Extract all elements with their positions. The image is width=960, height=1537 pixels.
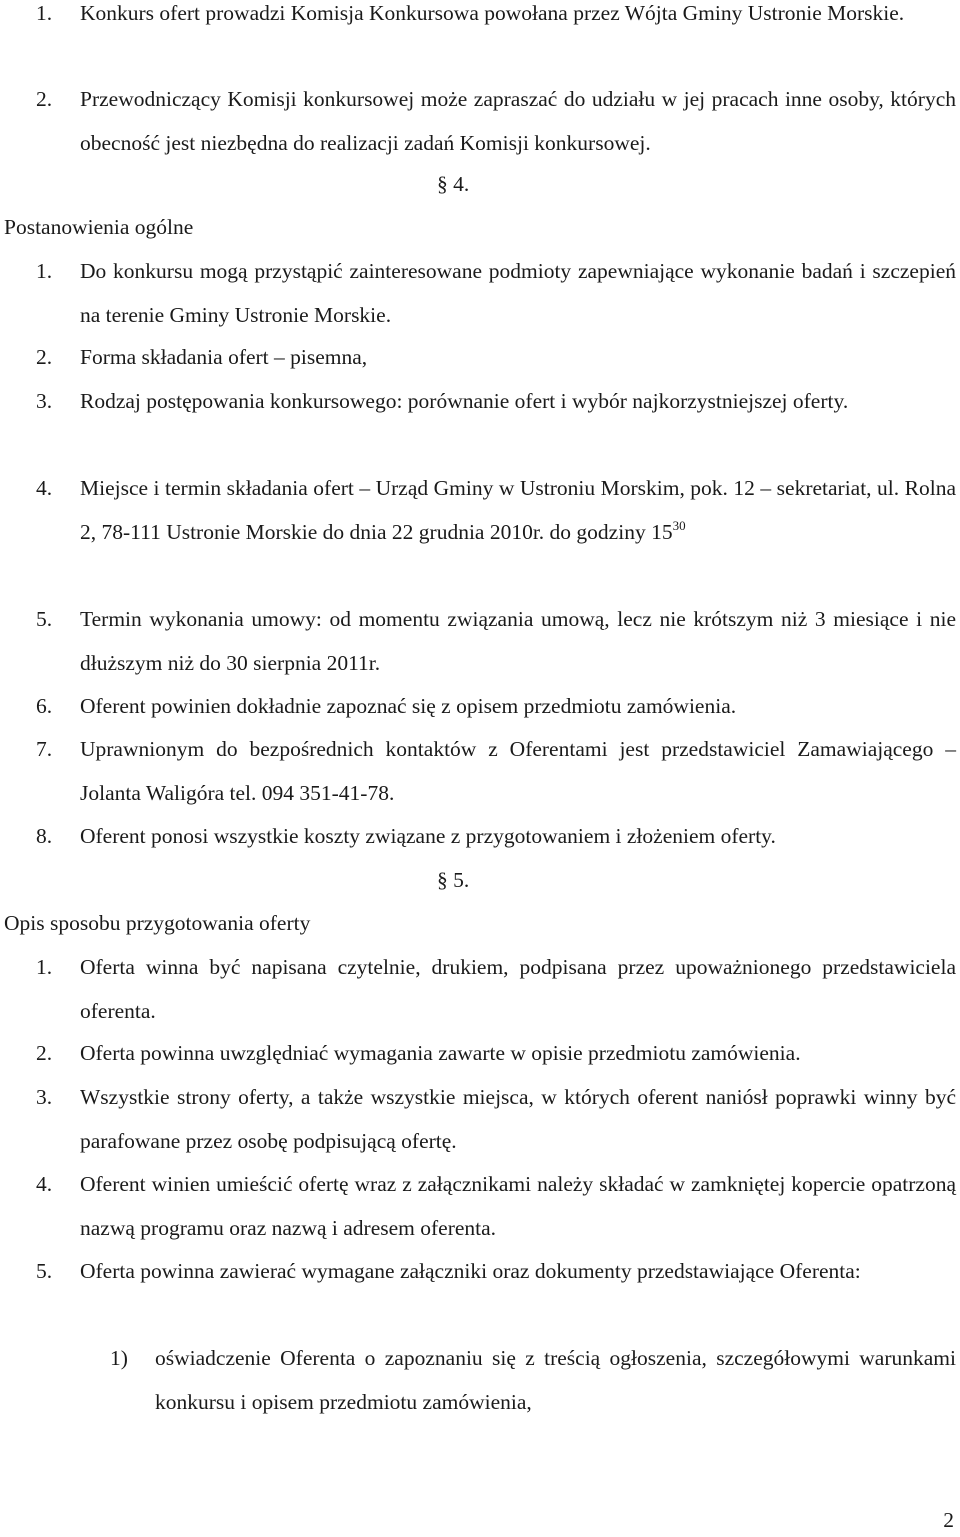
section-mark: § 5. (437, 868, 470, 892)
sub-item-number: 1) (110, 1346, 128, 1370)
item-text: Oferent winien umieścić ofertę wraz z załącznikami należy składać w zamkniętej kopercie opatrzoną nazwą programu oraz nazwą i adresem oferenta. (80, 1172, 956, 1240)
list-item (36, 467, 956, 554)
item-number: 7. (36, 737, 53, 761)
item-number: 1. (36, 955, 53, 979)
list-item (36, 1076, 956, 1163)
list-item (36, 685, 956, 729)
item-text: Forma składania ofert – pisemna, (80, 345, 368, 369)
section-heading: Postanowienia ogólne (4, 215, 194, 239)
item-number: 1. (36, 1, 53, 25)
list-item (36, 598, 956, 685)
item-text: Oferta winna być napisana czytelnie, drukiem, podpisana przez upoważnionego przedstawiciela oferenta. (80, 955, 956, 1023)
sub-item-text: oświadczenie Oferenta o zapoznaniu się z treścią ogłoszenia, szczegółowymi warunkami konkursu i opisem przedmiotu zamówienia, (155, 1346, 956, 1414)
item-text: Przewodniczący Komisji konkursowej może zapraszać do udziału w jej pracach inne osoby, których obecność jest niezbędna do realizacji zadań Komisji konkursowej. (80, 87, 956, 155)
item-number: 2. (36, 1041, 53, 1065)
item-number: 2. (36, 345, 53, 369)
item-number: 3. (36, 1085, 53, 1109)
list-item (36, 1250, 956, 1294)
item-text-main: Miejsce i termin składania ofert – Urząd Gminy w Ustroniu Morskim, pok. 12 – sekretariat, ul. Rolna 2, 78-111 Ustronie Morskie do dnia 22 grudnia 2010r. do godziny 15 (80, 476, 956, 544)
list-item (36, 1163, 956, 1250)
item-number: 4. (36, 1172, 53, 1196)
list-item (36, 728, 956, 815)
item-text: Do konkursu mogą przystąpić zainteresowane podmioty zapewniające wykonanie badań i szczepień na terenie Gminy Ustronie Morskie. (80, 259, 956, 327)
item-text: Oferta powinna zawierać wymagane załączniki oraz dokumenty przedstawiające Oferenta: (80, 1259, 861, 1283)
section-heading: Opis sposobu przygotowania oferty (4, 911, 311, 935)
item-text: Konkurs ofert prowadzi Komisja Konkursowa powołana przez Wójta Gminy Ustronie Morskie. (80, 1, 905, 25)
list-item (36, 336, 956, 380)
item-number: 1. (36, 259, 53, 283)
item-text: Termin wykonania umowy: od momentu związania umową, lecz nie krótszym niż 3 miesiące i nie dłuższym niż do 30 sierpnia 2011r. (80, 607, 956, 675)
item-text: Wszystkie strony oferty, a także wszystkie miejsca, w których oferent naniósł poprawki winny być parafowane przez osobę podpisującą ofertę. (80, 1085, 956, 1153)
item-text: Oferent powinien dokładnie zapoznać się z opisem przedmiotu zamówienia. (80, 694, 737, 718)
item-text (80, 467, 956, 554)
list-item (36, 0, 956, 36)
list-item (36, 946, 956, 1033)
list-item (36, 815, 956, 859)
list-item (36, 1032, 956, 1076)
item-number: 5. (36, 607, 53, 631)
item-text: Oferta powinna uwzględniać wymagania zawarte w opisie przedmiotu zamówienia. (80, 1041, 801, 1065)
item-number: 5. (36, 1259, 53, 1283)
item-number: 8. (36, 824, 53, 848)
item-text: Rodzaj postępowania konkursowego: porównanie ofert i wybór najkorzystniejszej oferty. (80, 389, 849, 413)
item-text: Uprawnionym do bezpośrednich kontaktów z Oferentami jest przedstawiciel Zamawiającego – Jolanta Waligóra tel. 094 351-41-78. (80, 737, 956, 805)
item-number: 3. (36, 389, 53, 413)
list-item (36, 78, 956, 165)
page-number: 2 (943, 1508, 954, 1532)
item-number: 6. (36, 694, 53, 718)
list-item (36, 380, 956, 424)
item-text: Oferent ponosi wszystkie koszty związane z przygotowaniem i złożeniem oferty. (80, 824, 776, 848)
item-number: 4. (36, 476, 53, 500)
section-mark: § 4. (437, 172, 470, 196)
sub-list-item (110, 1337, 956, 1424)
item-number: 2. (36, 87, 53, 111)
list-item (36, 250, 956, 337)
item-text-superscript: 30 (672, 517, 686, 533)
